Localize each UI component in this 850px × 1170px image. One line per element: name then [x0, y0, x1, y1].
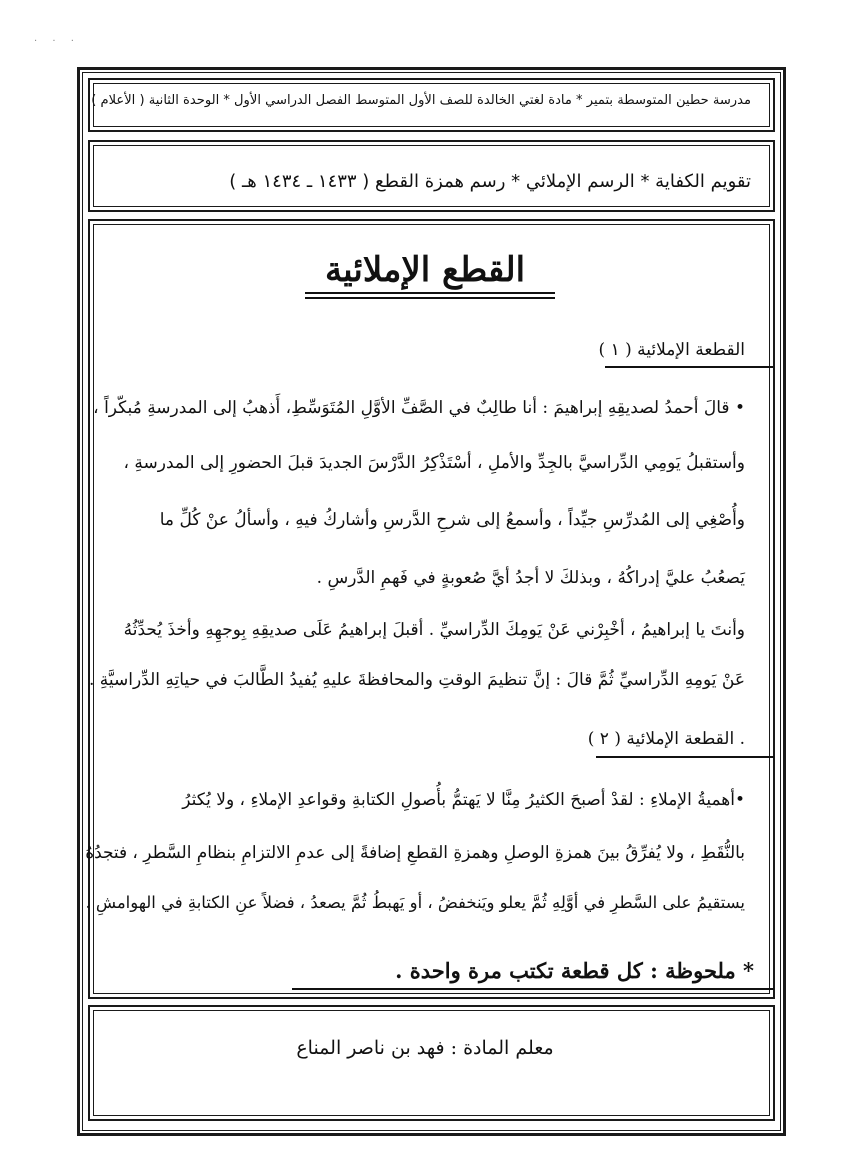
section-2-heading: . القطعة الإملائية ( ٢ ): [587, 729, 745, 749]
title-underline-2: [305, 297, 555, 299]
section-1-underline: [605, 366, 773, 368]
footer-box: [88, 1005, 775, 1121]
main-box: [88, 219, 775, 999]
section-1-line: عَنْ يَومِهِ الدِّراسيِّ ثُمَّ قالَ : إنَّ تنظيمَ الوقتِ والمحافظةَ عليهِ يُفيدُ الطَّالبَ في حياتِهِ الدِّراسيَّةِ .: [88, 670, 745, 690]
section-1-line: • قالَ أحمدُ لصديقِهِ إبراهيمَ : أنا طالِبٌ في الصَّفِّ الأوَّلِ المُتَوَسِّطِ، أَذهبُ إلى المدرسةِ مُبكّراً ،: [93, 398, 745, 418]
section-2-line: يستقيمُ على السَّطرِ في أوَّلِهِ ثُمَّ يعلو ويَنخفضُ ، أو يَهبطُ ثُمَّ يصعدُ ، فضلاً عنِ الكتابةِ في الهوامشِ .: [85, 893, 745, 912]
section-1-line: وأنتَ يا إبراهيمُ ، أخْبِرْني عَنْ يَومِكَ الدِّراسيِّ . أقبلَ إبراهيمُ عَلَى صديقِهِ بِوجهِهِ وأخذَ يُحدِّثُهُ: [123, 620, 745, 640]
section-1-line: يَصعُبُ عليَّ إدراكُهُ ، وبذلكَ لا أجدُ أيَّ صُعوبةٍ في فَهمِ الدَّرسِ .: [316, 568, 745, 588]
page-title: القطع الإملائية: [324, 250, 526, 290]
school-header: مدرسة حطين المتوسطة بتمير * مادة لغتي الخالدة للصف الأول المتوسط الفصل الدراسي الأول * الوحدة الثانية ( الأعلام ): [91, 93, 751, 108]
section-2-line: بالنُّقَطِ ، ولا يُفرِّقُ بينَ همزةِ الوصلِ وهمزةِ القطعِ إضافةً إلى عدمِ الالتزامِ بنظامِ السَّطرِ ، فتجدُهُ: [85, 842, 745, 862]
title-underline: [305, 292, 555, 294]
competency-title: تقويم الكفاية * الرسم الإملائي * رسم همزة القطع ( ١٤٣٣ ـ ١٤٣٤ هـ ): [229, 171, 751, 192]
section-2-line: •أهميةُ الإملاءِ : لقدْ أصبحَ الكثيرُ مِنَّا لا يَهتمُّ بأُصولِ الكتابةِ وقواعدِ الإملاءِ ، ولا يُكثرُ: [182, 790, 745, 810]
section-1-heading: القطعة الإملائية ( ١ ): [598, 340, 745, 360]
note-underline: [292, 988, 774, 990]
note: * ملحوظة : كل قطعة تكتب مرة واحدة .: [395, 958, 754, 983]
section-1-line: وأستقبلُ يَومِي الدِّراسيَّ بالجِدِّ والأملِ ، أسْتَذْكِرُ الدَّرْسَ الجديدَ قبلَ الحضورِ إلى المدرسةِ ،: [123, 453, 745, 473]
teacher-name: معلم المادة : فهد بن ناصر المناع: [296, 1037, 554, 1059]
scan-dots: · · ·: [34, 36, 80, 47]
section-2-underline: [596, 756, 774, 758]
section-1-line: وأُصْغِي إلى المُدرِّسِ جيِّداً ، وأسمعُ إلى شرحِ الدَّرسِ وأشاركُ فيهِ ، وأسألُ عنْ كُلِّ ما: [159, 510, 745, 530]
